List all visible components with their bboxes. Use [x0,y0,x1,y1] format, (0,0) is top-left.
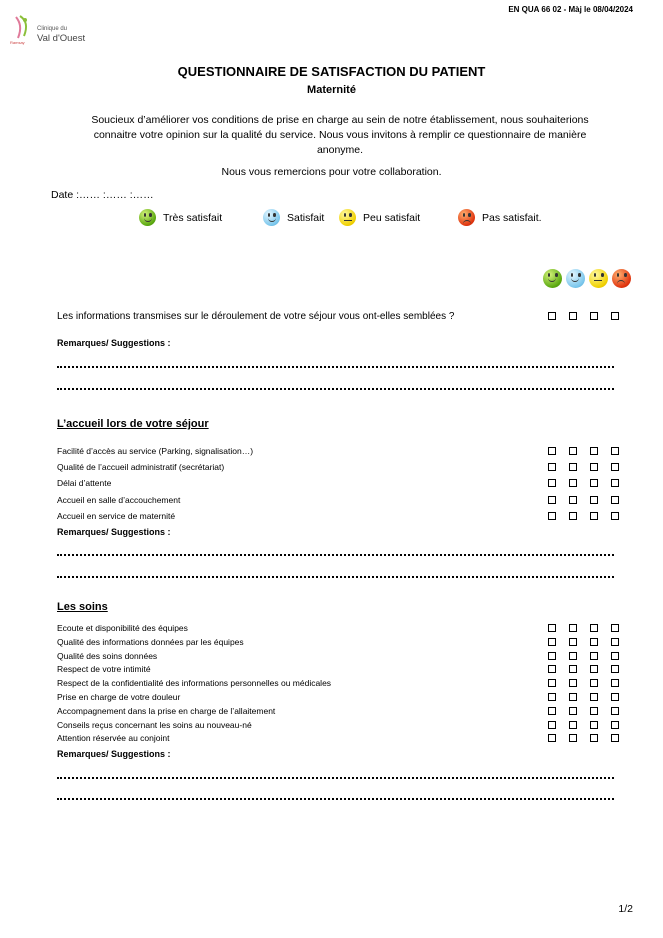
checkbox-very-satisfied[interactable] [548,638,556,646]
checkbox-very-satisfied[interactable] [548,496,556,504]
legend-label: Peu satisfait [363,211,421,224]
checkbox-somewhat-satisfied[interactable] [590,447,598,455]
question-item: Attention réservée au conjoint [57,733,170,744]
checkbox-somewhat-satisfied[interactable] [590,665,598,673]
intro-text: Soucieux d’améliorer vos conditions de prise en charge au sein de notre établissement, nous souhaiterions connaitre votre opinion sur la qualité du service. Nous vous invitons à remplir ce questionnaire de manière anonyme. [91,114,589,156]
checkbox-very-satisfied[interactable] [548,479,556,487]
column-header-smileys [543,269,635,288]
section-title-accueil: L’accueil lors de votre séjour [57,418,209,430]
checkbox-satisfied[interactable] [569,734,577,742]
logo-line2: Val d'Ouest [37,33,86,44]
logo-line1: Clinique du [37,26,68,32]
checkbox-very-satisfied[interactable] [548,665,556,673]
rating-checkboxes [548,679,632,687]
legend-somewhat-satisfied [339,209,420,226]
checkbox-not-satisfied[interactable] [611,512,619,520]
checkbox-not-satisfied[interactable] [611,496,619,504]
checkbox-somewhat-satisfied[interactable] [590,707,598,715]
checkbox-very-satisfied[interactable] [548,624,556,632]
checkbox-satisfied[interactable] [569,679,577,687]
not-satisfied-smiley-icon [612,269,631,288]
legend-satisfied [263,209,324,226]
checkbox-satisfied[interactable] [569,447,577,455]
checkbox-satisfied[interactable] [569,512,577,520]
satisfied-smiley-icon [566,269,585,288]
very-satisfied-smiley-icon [543,269,562,288]
checkbox-very-satisfied[interactable] [548,734,556,742]
very-satisfied-smiley-icon [139,209,156,226]
question-item: Ecoute et disponibilité des équipes [57,623,188,633]
checkbox-not-satisfied[interactable] [611,721,619,729]
rating-checkboxes [548,693,632,701]
rating-checkboxes [548,665,632,673]
checkbox-somewhat-satisfied[interactable] [590,679,598,687]
question-informations: Les informations transmises sur le déroulement de votre séjour vous ont-elles semblées ? [57,311,455,322]
checkbox-somewhat-satisfied[interactable] [590,479,598,487]
checkbox-very-satisfied[interactable] [548,707,556,715]
question-item: Qualité des soins données [57,650,158,661]
not-satisfied-smiley-icon [458,209,475,226]
checkbox-somewhat-satisfied[interactable] [590,312,598,320]
question-item: Prise en charge de votre douleur [57,692,181,702]
checkbox-satisfied[interactable] [569,624,577,632]
logo-small-text: Ramsay [10,40,25,45]
checkbox-somewhat-satisfied[interactable] [590,512,598,520]
clinic-logo [10,14,100,50]
checkbox-somewhat-satisfied[interactable] [590,693,598,701]
question-item: Accueil en salle d’accouchement [57,494,181,505]
date-field[interactable]: Date :…… :…… :…… [51,189,154,201]
remarks-label: Remarques/ Suggestions : [57,338,171,348]
checkbox-somewhat-satisfied[interactable] [590,721,598,729]
checkbox-somewhat-satisfied[interactable] [590,463,598,471]
rating-checkboxes [548,496,632,504]
document-reference: EN QUA 66 02 - Màj le 08/04/2024 [508,5,633,14]
rating-checkboxes [548,479,632,487]
rating-checkboxes [548,721,632,729]
legend-not-satisfied [458,209,542,226]
checkbox-very-satisfied[interactable] [548,447,556,455]
checkbox-very-satisfied[interactable] [548,679,556,687]
rating-checkboxes [548,312,632,320]
section-title-soins: Les soins [57,601,108,613]
checkbox-satisfied[interactable] [569,463,577,471]
checkbox-not-satisfied[interactable] [611,734,619,742]
checkbox-somewhat-satisfied[interactable] [590,624,598,632]
checkbox-very-satisfied[interactable] [548,693,556,701]
rating-checkboxes [548,624,632,632]
checkbox-not-satisfied[interactable] [611,707,619,715]
checkbox-not-satisfied[interactable] [611,479,619,487]
rating-checkboxes [548,652,632,660]
checkbox-very-satisfied[interactable] [548,721,556,729]
checkbox-not-satisfied[interactable] [611,447,619,455]
checkbox-not-satisfied[interactable] [611,679,619,687]
remarks-label: Remarques/ Suggestions : [57,749,171,759]
checkbox-somewhat-satisfied[interactable] [590,734,598,742]
legend-label: Pas satisfait. [482,211,542,224]
question-item: Accueil en service de maternité [57,510,176,521]
checkbox-somewhat-satisfied[interactable] [590,496,598,504]
checkbox-very-satisfied[interactable] [548,463,556,471]
remarks-line[interactable] [57,777,614,779]
legend-label: Satisfait [287,211,325,224]
document-title: QUESTIONNAIRE DE SATISFACTION DU PATIENT [177,64,486,79]
rating-checkboxes [548,463,632,471]
logo-mark-icon [10,14,36,42]
checkbox-somewhat-satisfied[interactable] [590,638,598,646]
legend-label: Très satisfait [163,211,223,224]
checkbox-satisfied[interactable] [569,496,577,504]
rating-checkboxes [548,734,632,742]
checkbox-satisfied[interactable] [569,665,577,673]
remarks-label: Remarques/ Suggestions : [57,527,171,537]
question-item: Respect de votre intimité [57,664,151,675]
rating-checkboxes [548,512,632,520]
remarks-line[interactable] [57,554,614,556]
question-item: Qualité de l’accueil administratif (secrétariat) [57,462,225,473]
checkbox-not-satisfied[interactable] [611,665,619,673]
remarks-line[interactable] [57,798,614,800]
question-item: Accompagnement dans la prise en charge de l’allaitement [57,705,276,716]
checkbox-not-satisfied[interactable] [611,638,619,646]
question-item: Facilité d’accès au service (Parking, signalisation…) [57,446,254,456]
checkbox-satisfied[interactable] [569,721,577,729]
somewhat-satisfied-smiley-icon [589,269,608,288]
checkbox-satisfied[interactable] [569,638,577,646]
remarks-line[interactable] [57,366,614,368]
rating-checkboxes [548,447,632,455]
checkbox-very-satisfied[interactable] [548,312,556,320]
legend-very-satisfied [139,209,222,226]
checkbox-not-satisfied[interactable] [611,652,619,660]
checkbox-very-satisfied[interactable] [548,512,556,520]
remarks-line[interactable] [57,576,614,578]
checkbox-very-satisfied[interactable] [548,652,556,660]
checkbox-not-satisfied[interactable] [611,312,619,320]
checkbox-satisfied[interactable] [569,479,577,487]
rating-checkboxes [548,638,632,646]
question-item: Conseils reçus concernant les soins au nouveau-né [57,719,252,730]
checkbox-satisfied[interactable] [569,693,577,701]
rating-checkboxes [548,707,632,715]
checkbox-somewhat-satisfied[interactable] [590,652,598,660]
page-number: 1/2 [618,903,633,915]
checkbox-satisfied[interactable] [569,312,577,320]
question-item: Respect de la confidentialité des informations personnelles ou médicales [57,678,332,689]
document-subtitle: Maternité [307,84,356,96]
question-item: Qualité des informations données par les équipes [57,636,244,647]
checkbox-not-satisfied[interactable] [611,624,619,632]
thanks-text: Nous vous remercions pour votre collaboration. [221,166,442,178]
checkbox-not-satisfied[interactable] [611,463,619,471]
somewhat-satisfied-smiley-icon [339,209,356,226]
checkbox-not-satisfied[interactable] [611,693,619,701]
checkbox-satisfied[interactable] [569,652,577,660]
remarks-line[interactable] [57,388,614,390]
satisfied-smiley-icon [263,209,280,226]
checkbox-satisfied[interactable] [569,707,577,715]
question-item: Délai d’attente [57,478,112,489]
